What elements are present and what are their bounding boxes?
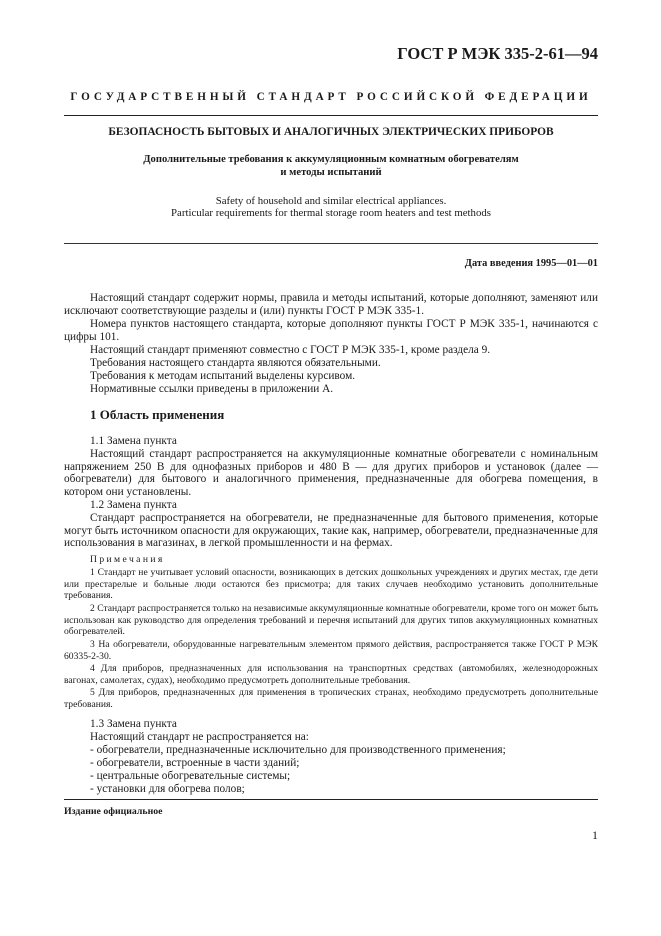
clause-1-2-text: Стандарт распространяется на обогреватели, не предназначенные для бытового применения, которые могут быть источником опасности для окружающих, такие как, например, обогреватели, предназначенные для использования в магазинах, в легкой промышленности и на фермах. [64, 512, 598, 550]
page-number: 1 [592, 828, 598, 842]
official-edition-label: Издание официальное [64, 806, 163, 817]
intro-paragraph-5: Требования к методам испытаний выделены курсивом. [90, 370, 356, 382]
exclusion-item-1: - обогреватели, предназначенные исключительно для производственного применения; [90, 744, 506, 756]
exclusion-item-3: - центральные обогревательные системы; [90, 770, 291, 782]
english-title-line-2: Particular requirements for thermal storage room heaters and test methods [171, 207, 491, 219]
footer-rule [64, 799, 598, 800]
subtitle-line-2: и методы испытаний [280, 167, 382, 178]
section-heading: 1 Область применения [90, 407, 225, 422]
clause-1-1-text: Настоящий стандарт распространяется на аккумуляционные комнатные обогреватели с номинальным напряжением 250 В для однофазных приборов и 480 В — для других приборов и установок (далее — обогреватели) для бытового и аналогичного применения, предназначенные для обогрева помещения, в котором они установлены. [64, 448, 598, 499]
exclusion-item-4: - установки для обогрева полов; [90, 783, 245, 795]
english-title-line-1: Safety of household and similar electrical appliances. [215, 195, 447, 207]
introduction-date: Дата введения 1995—01—01 [464, 258, 598, 269]
main-title: БЕЗОПАСНОСТЬ БЫТОВЫХ И АНАЛОГИЧНЫХ ЭЛЕКТРИЧЕСКИХ ПРИБОРОВ [108, 126, 554, 138]
intro-paragraph-2: Номера пунктов настоящего стандарта, которые дополняют пункты ГОСТ Р МЭК 335-1, начинаются с цифры 101. [64, 318, 598, 343]
intro-paragraph-4: Требования настоящего стандарта являются обязательными. [90, 357, 381, 369]
note-5: 5 Для приборов, предназначенных для применения в тропических странах, необходимо предусмотреть дополнительные требования. [64, 687, 598, 710]
clause-1-1-label: 1.1 Замена пункта [90, 435, 177, 447]
note-1: 1 Стандарт не учитывает условий опасности, возникающих в детских дошкольных учреждениях и других местах, где дети или престарелые и больные люди остаются без присмотра; для таких случаев необходимо установить дополнительные требования. [64, 567, 598, 602]
note-3: 3 На обогреватели, оборудованные нагревательным элементом прямого действия, распространяется также ГОСТ Р МЭК 60335-2-30. [64, 639, 598, 662]
title-bottom-rule [64, 243, 598, 244]
intro-paragraph-1: Настоящий стандарт содержит нормы, правила и методы испытаний, которые дополняют, заменяют или исключают соответствующие разделы и (или) пункты ГОСТ Р МЭК 335-1. [64, 292, 598, 317]
clause-1-3-text: Настоящий стандарт не распространяется на: [90, 731, 309, 743]
state-standard-heading: ГОСУДАРСТВЕННЫЙ СТАНДАРТ РОССИЙСКОЙ ФЕДЕРАЦИИ [70, 91, 592, 103]
intro-paragraph-6: Нормативные ссылки приведены в приложении А. [90, 383, 334, 395]
note-4: 4 Для приборов, предназначенных для использования на транспортных средствах (автомобилях, железнодорожных вагонах, самолетах, судах), необходимо предусмотреть дополнительные требования. [64, 663, 598, 686]
document-code: ГОСТ Р МЭК 335-2-61—94 [397, 44, 598, 63]
clause-1-2-label: 1.2 Замена пункта [90, 499, 177, 511]
subtitle-line-1: Дополнительные требования к аккумуляционным комнатным обогревателям [143, 154, 519, 165]
clause-1-3-label: 1.3 Замена пункта [90, 718, 177, 730]
exclusion-item-2: - обогреватели, встроенные в части зданий; [90, 757, 300, 769]
header-top-rule [64, 115, 598, 116]
notes-label: Примечания [90, 554, 165, 565]
intro-paragraph-3: Настоящий стандарт применяют совместно с ГОСТ Р МЭК 335-1, кроме раздела 9. [90, 344, 491, 356]
note-2: 2 Стандарт распространяется только на независимые аккумуляционные комнатные обогреватели, кроме того он может быть использован как руководство для определения требований и перечня испытаний для других типов аккумуляционных комнатных обогревателей. [64, 603, 598, 638]
